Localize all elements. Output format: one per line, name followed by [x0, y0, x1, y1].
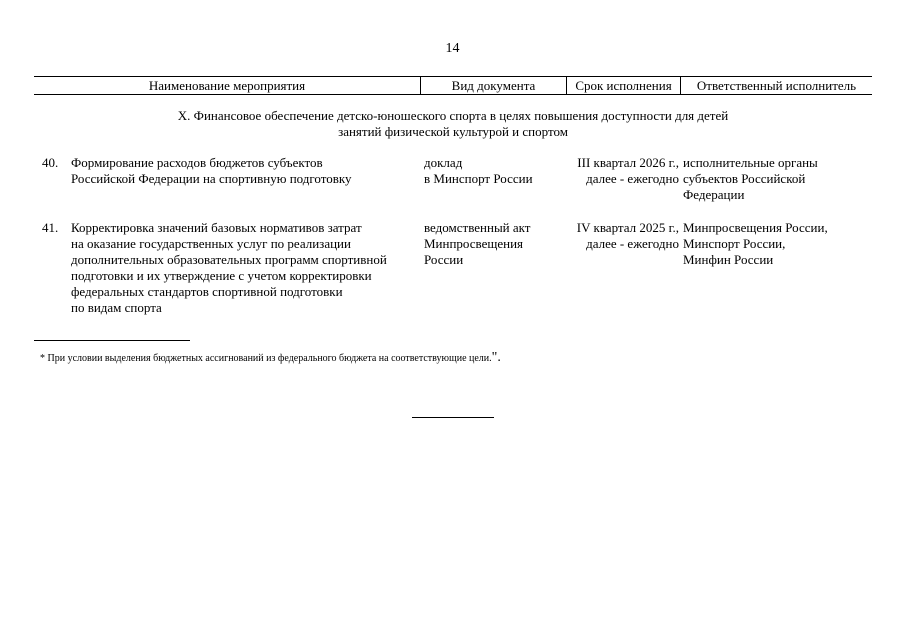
row-number: 40.: [42, 155, 59, 170]
table-header: [34, 76, 872, 95]
text-line: исполнительные органы: [683, 155, 818, 170]
header-deadline: Срок исполнения: [567, 77, 681, 94]
header-document-type: Вид документа: [421, 77, 567, 94]
text-line: в Минспорт России: [424, 171, 533, 186]
section-title-line: X. Финансовое обеспечение детско-юношеского спорта в целях повышения доступности для детей: [177, 108, 729, 123]
page-number: 14: [445, 41, 460, 56]
text-line: России: [424, 252, 464, 267]
text-line: Корректировка значений базовых нормативов затрат: [71, 220, 362, 235]
footnote-separator: [34, 340, 190, 341]
text-line: IV квартал 2025 г.,: [576, 220, 679, 235]
text-line: подготовки и их утверждение с учетом корректировки: [71, 268, 372, 283]
text-line: Формирование расходов бюджетов субъектов: [71, 155, 323, 170]
text-line: федеральных стандартов спортивной подготовки: [71, 284, 343, 299]
row-number: 41.: [42, 220, 59, 235]
text-line: ведомственный акт: [424, 220, 531, 235]
text-line: Минпросвещения России,: [683, 220, 828, 235]
header-event-name: Наименование мероприятия: [34, 77, 421, 94]
text-line: далее - ежегодно: [586, 236, 679, 251]
header-responsible: Ответственный исполнитель: [696, 78, 857, 93]
text-line: Минспорт России,: [683, 236, 786, 251]
text-line: субъектов Российской: [683, 171, 806, 186]
text-line: Федерации: [683, 187, 745, 202]
footnote-text: * При условии выделения бюджетных ассигнований из федерального бюджета на соответствующие цели.: [40, 353, 492, 364]
section-title: [34, 108, 872, 140]
text-line: на оказание государственных услуг по реализации: [71, 236, 351, 251]
end-separator: [412, 417, 494, 418]
footnote-quote-end: ".: [491, 350, 501, 365]
row-deadline: [544, 155, 679, 187]
row-event-name: [71, 220, 421, 316]
row-deadline: [544, 220, 679, 252]
row-document-type: [424, 220, 564, 268]
text-line: дополнительных образовательных программ спортивной: [71, 252, 387, 267]
row-event-name: [71, 155, 421, 187]
text-line: III квартал 2026 г.,: [577, 155, 679, 170]
section-title-line: занятий физической культурой и спортом: [338, 124, 568, 139]
text-line: Минпросвещения: [424, 236, 524, 251]
text-line: далее - ежегодно: [586, 171, 679, 186]
footnote: [40, 350, 501, 366]
text-line: по видам спорта: [71, 300, 162, 315]
row-responsible: [683, 155, 873, 203]
row-responsible: [683, 220, 873, 268]
text-line: Минфин России: [683, 252, 774, 267]
text-line: доклад: [424, 155, 463, 170]
row-document-type: [424, 155, 564, 187]
text-line: Российской Федерации на спортивную подготовку: [71, 171, 352, 186]
